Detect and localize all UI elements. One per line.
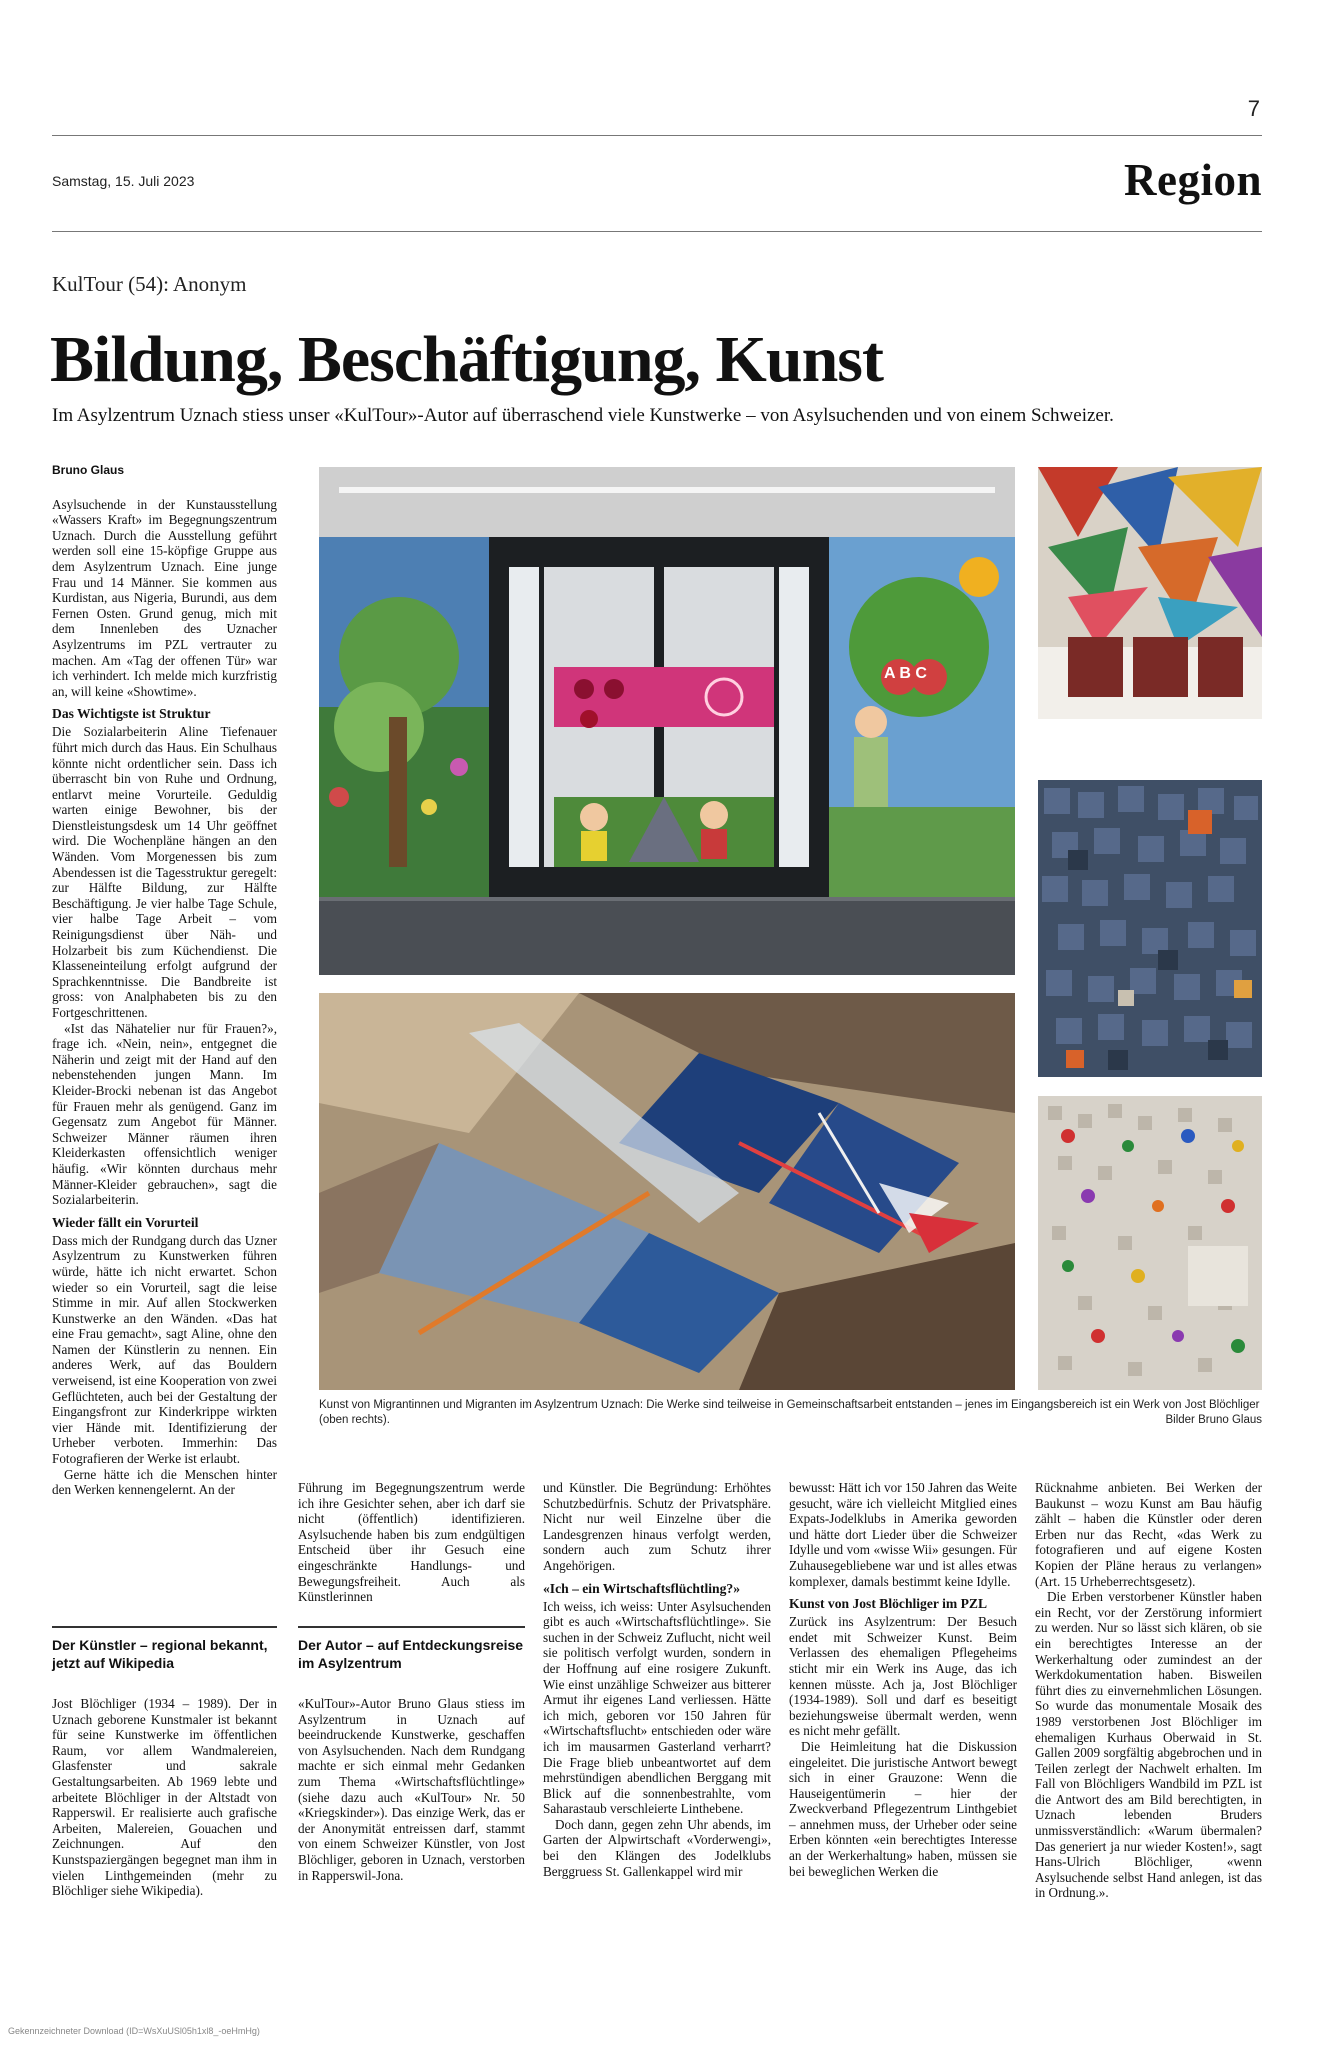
paragraph: «KulTour»-Autor Bruno Glaus stiess im Asylzentrum in Uznach auf beeindruckende Kunstwerke, geschaffen von Asylsuchenden. Nach dem Rundgang machte er sich einmal mehr Gedanken zum Thema «Wirtschaftsflüchtlinge» (siehe dazu auch «KulTour» Nr. 50 «Kriegskinder»). Das einzige Werk, das er der Anonymität entreissen darf, stammt von einem Schweizer Künstler, von Jost Blöchliger, geboren in Uznach, verstorben in Rapperswil-Jona. bbox=[298, 1696, 525, 1883]
article-column-4 bbox=[789, 1480, 1017, 1879]
paragraph: bewusst: Hätt ich vor 150 Jahren das Weite gesucht, wäre ich vielleicht Mitglied eines Expats-Jodelklubs in Amerika geworden und hätte dort Lieder über die Schweizer Idylle und vom «wisse Wii» gesungen. Für Zuhausegebliebene war und ist alles etwas komplexer, damals bestimmt keine Idylle. bbox=[789, 1480, 1017, 1589]
mural-abc-letters: A B C bbox=[884, 665, 927, 682]
subheading: «Ich – ein Wirtschaftsflüchtling?» bbox=[543, 1580, 740, 1596]
paragraph: Die Sozialarbeiterin Aline Tiefenauer führt mich durch das Haus. Ein Schulhaus könnte nicht ordentlicher sein. Dass ich überrascht bin von Ruhe und Ordnung, entlarvt meine Vorurteile. Geduldig warten einige Bewohner, bis der Dienstleistungsdesk um 14 Uhr geöffnet wird. Die Wochenpläne hängen an den Wänden. Vom Morgenessen bis zum Abendessen ist die Tagesstruktur geregelt: zur Hälfte Bildung, zur Hälfte Beschäftigung. Je vier halbe Tage Schule, vier halbe Tage Arbeit – vom Reinigungsdienst über Näh- und Holzarbeit bis zum Küchendienst. Die Klasseneinteilung erfolgt aufgrund der Sprachkenntnisse. Die Bandbreite ist gross: von Analphabeten bis zu den Fortgeschrittenen. bbox=[52, 724, 277, 1020]
paragraph: Jost Blöchliger (1934 – 1989). Der in Uznach geborene Kunstmaler ist bekannt für seine Kunstwerke im öffentlichen Raum, vor allem Wandmalereien, Glasfenster und sakrale Gestaltungsarbeiten. Ab 1969 lebte und arbeitete Blöchliger in der Altstadt von Rapperswil. Er realisierte auch grafische Arbeiten, Malereien, Gouachen und Zeichnungen. Auf den Kunstspaziergängen begegnet man ihm in vielen Linthgemeinden (mehr zu Blöchliger siehe Wikipedia). bbox=[52, 1696, 277, 1899]
paragraph: Ich weiss, ich weiss: Unter Asylsuchenden gibt es auch «Wirtschaftsflüchtlinge». Sie suchen in der Schweiz Zuflucht, nicht weil sie politisch verfolgt wurden, sondern in der Hoffnung auf eine rosigere Zukunft. Wie einst unzählige Schweizer aus bitterer Armut ihr eigenes Land verliessen. Hätte ich mich, geboren vor 150 Jahren für «Wirtschaftsflucht» entschieden oder wäre ich im mausarmen Gasterland verharrt? Die Frage blieb unbeantwortet auf dem mehrstündigen abendlichen Berggang mit Blick auf die sonnenbestrahlte, vom Saharastaub verschleierte Linthebene. bbox=[543, 1598, 771, 1817]
subheading: Kunst von Jost Blöchliger im PZL bbox=[789, 1596, 988, 1612]
paragraph: «Ist das Nähatelier nur für Frauen?», frage ich. «Nein, nein», entgegnet die Näherin und zeigt mit der Hand auf den nebenstehenden jungen Mann. Im Kleider-Brocki nebenan ist das Angebot für Frauen mehr als genügend. Ganz im Gegensatz zum Angebot für Männer. Schweizer Männer räumen ihren Kleiderkasten offensichtlich weniger häufig. «Wir könnten durchaus mehr Männer-Kleider gebrauchen», sagt die Sozialarbeiterin. bbox=[52, 1020, 277, 1208]
paragraph: Doch dann, gegen zehn Uhr abends, im Garten der Alpwirtschaft «Vorderwengi», bei den Klängen des Jodelklubs Berggruess St. Gallenkappel wird mir bbox=[543, 1816, 771, 1879]
paragraph: Die Erben verstorbener Künstler haben ein Recht, vor der Zerstörung informiert zu werden. Nur so lässt sich klären, ob sie ein berechtigtes Interesse an der Werkerhaltung oder zumindest an der Werkdokumentation haben. Bisweilen führt dies zu einvernehmlichen Lösungen. So wurde das monumentale Mosaik des 1989 verstorbenen Jost Blöchliger im ehemaligen Kurhaus Oberwaid in St. Gallen 2009 sorgfältig abgebrochen und in Teilen zerlegt der Nachwelt erhalten. Im Fall von Blöchligers Wandbild im PZL ist die Antwort des am Bild berechtigten, in Uznach lebenden Bruders unmissverständlich: «Warum übermalen? Das generiert ja nur wieder Kosten!», sagt Hans-Ulrich Blöchliger, «wenn Asylsuchende selbst Hand anlegen, ist das in Ordnung.». bbox=[1035, 1589, 1262, 1901]
box-text bbox=[298, 1696, 525, 1883]
article-column-5 bbox=[1035, 1480, 1262, 1901]
box-title: Der Autor – auf Entdeckungsreise im Asylzentrum bbox=[298, 1637, 524, 1671]
paragraph: Dass mich der Rundgang durch das Uzner Asylzentrum zu Kunstwerken führen würde, hätte ich nicht erwartet. Schon wieder so ein Vorurteil, sagt die leise Stimme in mir. Auf allen Stockwerken Kunstwerke an den Wänden. «Das hat eine Frau gemacht», sagt Aline, ohne den Namen der Künstlerin zu nennen. Ein anderes Werk, auf das Bouldern verweisend, ist eine Kooperation von zwei Geflüchteten, auch bei der Gestaltung der Eingangsfront zur Kinderkrippe wirkten vier Hände mit. Identifizierung der Urheber verboten. Immerhin: Das Fotografieren der Werke ist erlaubt. bbox=[52, 1232, 277, 1467]
photo-entrance-mural bbox=[319, 467, 1015, 975]
photo-caption: Kunst von Migrantinnen und Migranten im Asylzentrum Uznach: Die Werke sind teilweise in Gemeinschaftsarbeit entstanden – jenes im Eingangsbereich ist ein Werk von Jost Blöchliger (oben rechts). bbox=[319, 1399, 1260, 1426]
info-box-artist bbox=[52, 1626, 277, 1899]
paragraph: Rücknahme anbieten. Bei Werken der Baukunst – wozu Kunst am Bau häufig zählt – haben die Künstler oder deren Erben nur das Recht, «das Werk zu fotografieren und auf eigene Kosten Kopien der Pläne heraus zu verlangen» (Art. 15 Urheberrechtsgesetz). bbox=[1035, 1480, 1262, 1589]
article-column-2 bbox=[298, 1480, 525, 1605]
author-byline: Bruno Glaus bbox=[52, 463, 125, 477]
section-title: Region bbox=[1124, 155, 1262, 205]
box-rule bbox=[298, 1626, 525, 1628]
box-rule bbox=[52, 1626, 277, 1628]
issue-date: Samstag, 15. Juli 2023 bbox=[52, 173, 195, 189]
photo-boulder-mosaic bbox=[1038, 1096, 1262, 1390]
paragraph: Gerne hätte ich die Menschen hinter den Werken kennengelernt. An der bbox=[52, 1466, 277, 1498]
page-number: 7 bbox=[1247, 96, 1260, 121]
article-headline: Bildung, Beschäftigung, Kunst bbox=[50, 323, 883, 396]
article-column-1 bbox=[52, 463, 277, 1603]
photo-abstract-painting bbox=[1038, 467, 1262, 719]
article-column-3 bbox=[543, 1480, 771, 1879]
subheading: Das Wichtigste ist Struktur bbox=[52, 706, 211, 722]
photo-credit: Bilder Bruno Glaus bbox=[1165, 1414, 1262, 1426]
header-bottom-rule bbox=[52, 231, 1262, 232]
header-top-rule bbox=[52, 135, 1262, 136]
paragraph: Zurück ins Asylzentrum: Der Besuch endet mit Schweizer Kunst. Beim Verlassen des ehemaligen Pflegeheims sticht mir ein Werk ins Auge, das ich kennen müsste. Ach ja, Jost Blöchliger (1934-1989). Soll und darf es beseitigt beziehungsweise übermalt werden, wenn es nicht mehr gefällt. bbox=[789, 1614, 1017, 1739]
article-lead: Im Asylzentrum Uznach stiess unser «KulTour»-Autor auf überraschend viele Kunstwerke – von Asylsuchenden und von einem Schweizer. bbox=[52, 405, 1114, 426]
paragraph: Asylsuchende in der Kunstausstellung «Wassers Kraft» im Begegnungszentrum Uznach. Durch die Ausstellung geführt werden soll eine 15-köpfige Gruppe aus dem Asylzentrum Uznach. Eine junge Frau und 14 Männer. Sie kommen aus Kurdistan, aus Nigeria, Burundi, aus dem Fernen Osten. Grund genug, mich mit dem Innenleben des Uznacher Asylzentrums im PZL vertrauter zu machen. Am «Tag der offenen Tür» war ich verhindert. Ich melde mich kurzfristig an, will keine «Showtime». bbox=[52, 496, 277, 699]
photo-geometric-painting bbox=[319, 993, 1015, 1390]
box-title: Der Künstler – regional bekannt, jetzt auf Wikipedia bbox=[52, 1637, 268, 1671]
paragraph: Führung im Begegnungszentrum werde ich ihre Gesichter sehen, aber ich darf sie nicht (öffentlich) identifizieren. Asylsuchende haben bis zum endgültigen Entscheid über ihr Gesuch eine eingeschränkte Handlungs- und Bewegungsfreiheit. Auch als Künstlerinnen bbox=[298, 1480, 525, 1605]
paragraph: Die Heimleitung hat die Diskussion eingeleitet. Die juristische Antwort bewegt sich in einer Grauzone: Wenn die Hauseigentümerin – hier der Zweckverband Pflegezentrum Linthgebiet – annehmen muss, der Urheber oder seine Erben könnten «ein berechtigtes Interesse an der Werkerhaltung» haben, müssen sie bei beweglichen Werken die bbox=[789, 1738, 1017, 1879]
article-kicker: KulTour (54): Anonym bbox=[52, 272, 247, 296]
paragraph: und Künstler. Die Begründung: Erhöhtes Schutzbedürfnis. Schutz der Privatsphäre. Nicht nur weil Einzelne über die Landesgrenzen hinaus verfolgt werden, sondern auch zum Schutz ihrer Angehörigen. bbox=[543, 1480, 771, 1573]
info-box-author bbox=[298, 1626, 525, 1883]
subheading: Wieder fällt ein Vorurteil bbox=[52, 1214, 199, 1230]
box-text bbox=[52, 1696, 277, 1899]
photo-blue-mosaic bbox=[1038, 780, 1262, 1077]
download-note: Gekennzeichneter Download (ID=WsXuUSl05h1xl8_-oeHmHg) bbox=[8, 2026, 260, 2036]
